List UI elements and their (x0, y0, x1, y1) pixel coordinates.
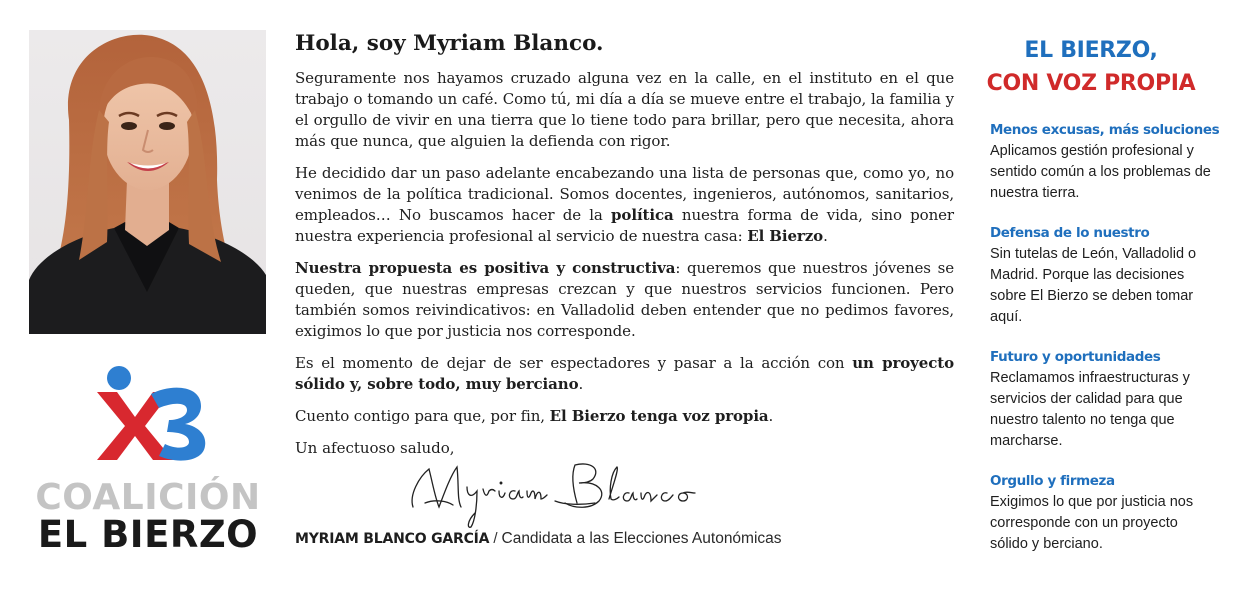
paragraph-4 (295, 353, 954, 395)
logo-line1: COALICIÓN (35, 477, 261, 518)
signer-name: MYRIAM BLANCO GARCÍA (295, 531, 490, 547)
logo-line2: EL BIERZO (37, 513, 259, 556)
p2-bold-el-bierzo: El Bierzo (747, 227, 824, 245)
paragraph-2 (295, 163, 954, 247)
p5-bold-voz-propia: El Bierzo tenga voz propia (549, 407, 769, 425)
p3-text-b: : queremos que nuestros jóvenes se queden, que nuestras empresas crezcan y que nuestros servicios funcionen. Pero también somos reivindicativos: en Valladolid deben entender que no pedimos favores, exigimos lo que por justicia nos corresponde. (295, 259, 954, 340)
cb-logo-mark (89, 362, 209, 462)
side-point-body: Exigimos lo que por justicia nos corresponde con un proyecto sólido y berciano. (990, 494, 1194, 552)
coalicion-el-bierzo-logo (29, 362, 269, 562)
p5-text-c: . (768, 407, 774, 425)
p3-bold-propuesta: Nuestra propuesta es positiva y constructiva (295, 259, 676, 277)
p2-bold-politica: política (611, 206, 674, 224)
paragraph-3 (295, 258, 954, 342)
side-point-body: Sin tutelas de León, Valladolid o Madrid. Porque las decisiones sobre El Bierzo se deben tomar aquí. (990, 246, 1197, 325)
side-point-body: Aplicamos gestión profesional y sentido común a los problemas de nuestra tierra. (990, 143, 1211, 201)
paragraph-1: Seguramente nos hayamos cruzado alguna vez en la calle, en el instituto en el que trabajo o tomando un café. Como tú, mi día a día se mueve entre el trabajo, la familia y el orgullo de vivir en una tierra que lo tiene todo para brillar, pero que necesita, ahora más que nunca, que alguien la defienda con rigor. (295, 69, 954, 150)
paragraph-5 (295, 406, 954, 427)
side-point-heading: Defensa de lo nuestro (990, 225, 1150, 241)
side-title (980, 34, 1202, 100)
side-panel (986, 34, 1220, 555)
side-point-heading: Orgullo y firmeza (990, 473, 1115, 489)
signer-role: Candidata a las Elecciones Autonómicas (501, 530, 782, 547)
side-title-line1: EL BIERZO, (1024, 38, 1158, 63)
side-point-heading: Futuro y oportunidades (990, 349, 1161, 365)
candidate-portrait (29, 30, 266, 334)
p4-bold-proyecto: un proyecto sólido y, sobre todo, muy berciano (295, 354, 954, 393)
p4-text-c: . (578, 375, 584, 393)
side-point-2 (990, 223, 1216, 328)
p2-text-e: . (823, 227, 828, 245)
signer-line (295, 528, 782, 550)
letter-greeting: Hola, soy Myriam Blanco. (295, 31, 604, 56)
p4-text-a: Es el momento de dejar de ser espectadores y pasar a la acción con (295, 354, 853, 372)
side-title-line2: CON VOZ PROPIA (986, 71, 1196, 96)
side-point-3 (990, 347, 1216, 452)
letter-closing: Un afectuoso saludo, (295, 439, 455, 457)
handwritten-signature (405, 455, 705, 535)
p2-text-c: nuestra forma de vida, sino poner nuestra experiencia profesional al servicio de nuestra casa: (295, 206, 954, 245)
p5-text-a: Cuento contigo para que, por fin, (295, 407, 550, 425)
side-point-body: Reclamamos infraestructuras y servicios der calidad para que nuestro talento no tenga que marcharse. (990, 370, 1190, 449)
side-point-4 (990, 471, 1216, 555)
p2-text-a: He decidido dar un paso adelante encabezando una lista de personas que, como yo, no venimos de la política tradicional. Somos docentes, ingenieros, autónomos, sanitarios, empleados… No buscamos hacer de la (295, 164, 954, 224)
letter-body (295, 30, 954, 459)
signer-separator: / (493, 530, 498, 547)
side-point-heading: Menos excusas, más soluciones (990, 122, 1220, 138)
side-point-1 (990, 120, 1220, 204)
